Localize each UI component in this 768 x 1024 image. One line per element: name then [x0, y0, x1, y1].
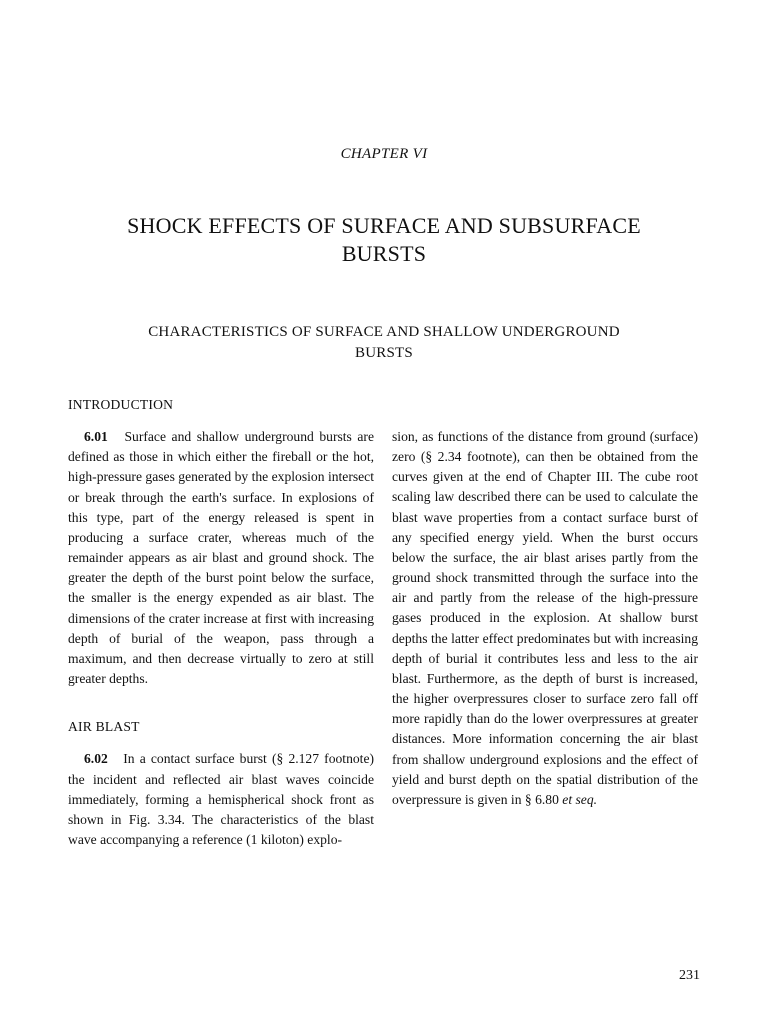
- heading-introduction: INTRODUCTION: [68, 397, 174, 412]
- chapter-title-line-2: BURSTS: [341, 241, 427, 266]
- paragraph-continued-text: sion, as functions of the distance from ground (surface) zero (§ 2.34 footnote), can then be obtained from the curves given at the end of Chapter III. The cube root scaling law described there can be used to calculate the blast wave properties from a contact surface burst of any specified energy yield. When the burst occurs below the surface, the air blast arises partly from the ground shock transmitted through the surface into the air and partly from the release of the high-pressure gases produced in the explosion. At shallow burst depths the latter effect predominates but with increasing depth of burial it contributes less and less to the air blast. Furthermore, as the depth of burst is increased, the higher overpressures closer to surface zero fall off more rapidly than do the lower overpressures at greater distances. More information concerning the air blast from shallow underground explosions and the effect of yield and burst depth on the spatial distribution of the overpressure is given in § 6.80: [392, 429, 698, 807]
- page-number: 231: [679, 968, 700, 983]
- left-column: [68, 395, 374, 850]
- heading-air-blast: AIR BLAST: [68, 719, 140, 735]
- paragraph-6-01: [68, 427, 374, 689]
- paragraph-text-6-02: In a contact surface burst (§ 2.127 footnote) the incident and reflected air blast waves coincide immediately, forming a hemispherical shock front as shown in Fig. 3.34. The characteristics of the blast wave accompanying a reference (1 kiloton) explo-: [68, 751, 375, 847]
- paragraph-number-6-02: 6.02: [84, 751, 108, 767]
- right-column: [392, 427, 698, 810]
- paragraph-6-02: [68, 749, 374, 850]
- paragraph-6-02-continued: [392, 427, 698, 810]
- section-title-line-2: BURSTS: [355, 345, 413, 361]
- chapter-title: [40, 212, 728, 268]
- chapter-title-line-1: SHOCK EFFECTS OF SURFACE AND SUBSURFACE: [127, 213, 641, 238]
- italic-seq: seq.: [575, 791, 598, 807]
- paragraph-text-6-01: Surface and shallow underground bursts are defined as those in which either the fireball or the hot, high-pressure gases generated by the explosion intersect or break through the earth's surface. In explosions of this type, part of the energy released is spent in producing a surface crater, whereas much of the remainder appears as air blast and ground shock. The greater the depth of the burst point below the surface, the smaller is the energy expended as air blast. The dimensions of the crater increase at first with increasing depth of burial of the weapon, pass through a maximum, and then decrease virtually to zero at still greater depths.: [68, 429, 374, 687]
- italic-et: et: [562, 791, 573, 807]
- chapter-label: CHAPTER VI: [340, 146, 428, 162]
- section-title-line-1: CHARACTERISTICS OF SURFACE AND SHALLOW UNDERGROUND: [148, 324, 620, 340]
- section-title: [60, 322, 708, 364]
- paragraph-number-6-01: 6.01: [84, 429, 108, 445]
